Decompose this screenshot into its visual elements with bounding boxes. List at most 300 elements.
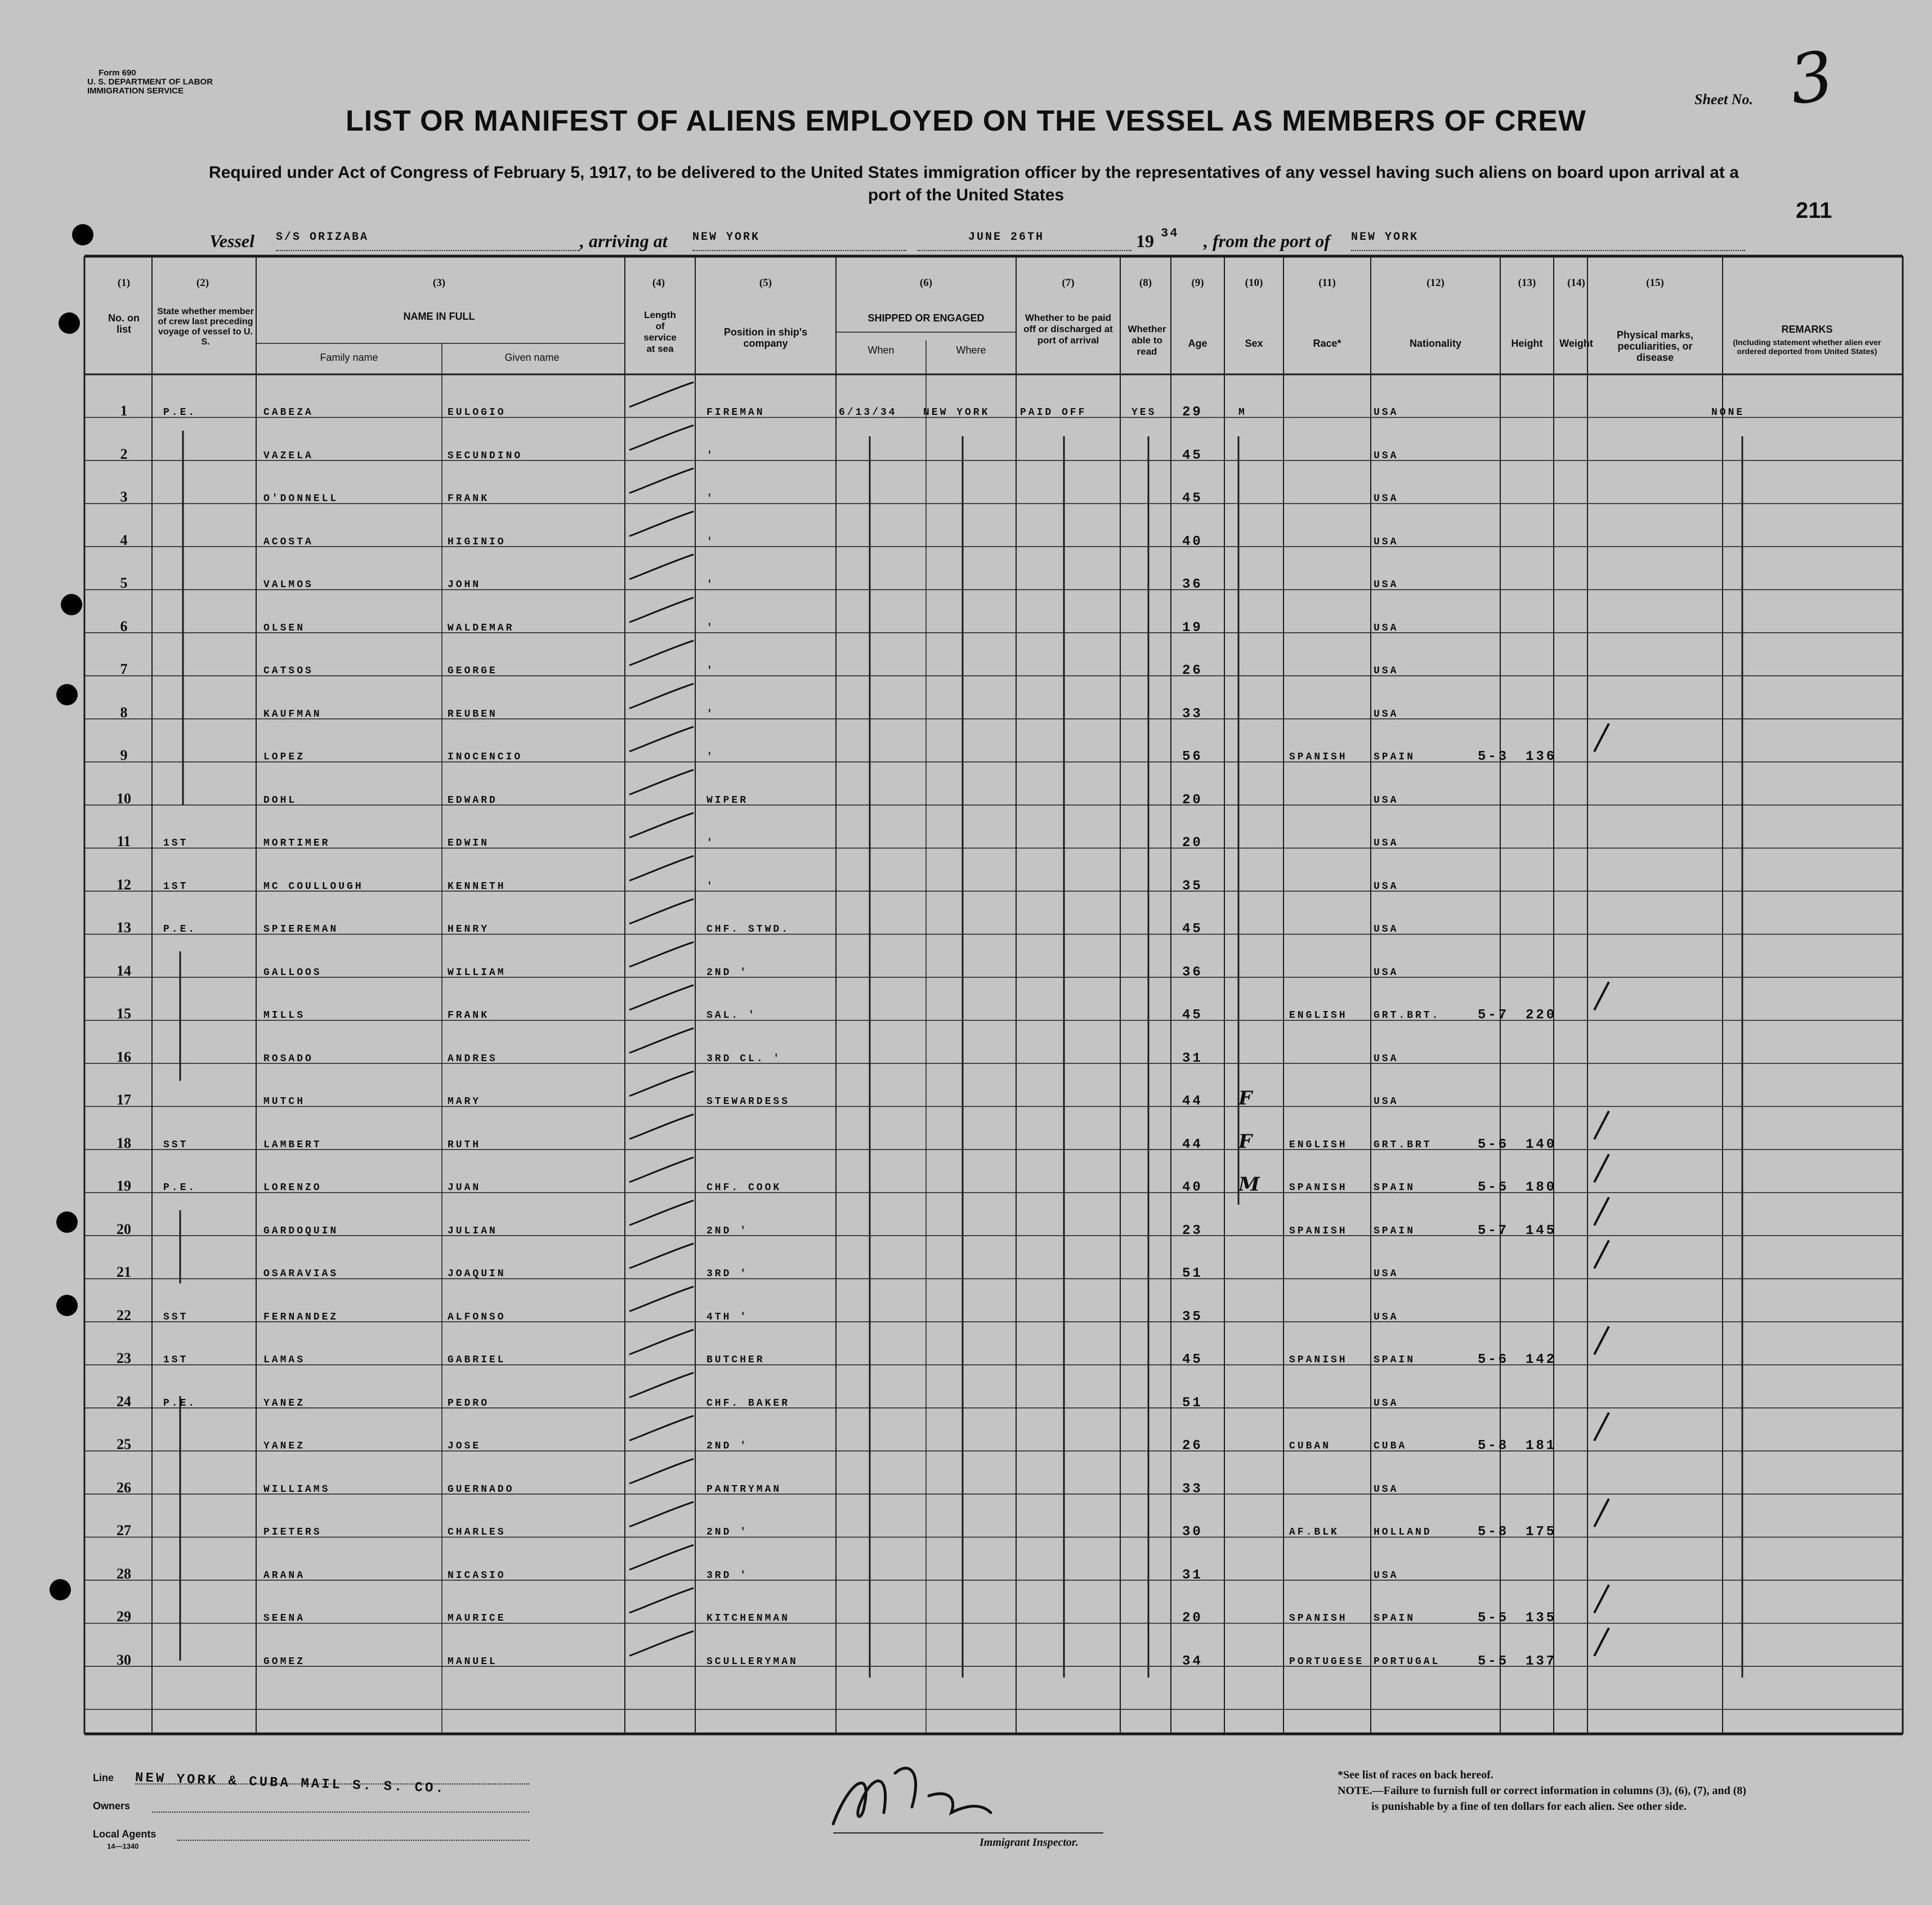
row-29-age: 20 <box>1182 1611 1203 1626</box>
row-18-no: 18 <box>117 1134 131 1151</box>
row-22-given: ALFONSO <box>448 1311 506 1323</box>
row-22-age: 35 <box>1182 1309 1203 1325</box>
row-28-position: 3RD ' <box>706 1569 749 1581</box>
service-length-mark <box>629 899 694 924</box>
row-3-family: O'DONNELL <box>263 493 339 504</box>
row-5-nationality: USA <box>1374 579 1399 591</box>
row-29-height: 5-5 <box>1478 1611 1509 1626</box>
row-7-position: ' <box>706 665 715 677</box>
row-23-nationality: SPAIN <box>1374 1354 1416 1366</box>
row-6-position: ' <box>706 622 715 634</box>
row-27-position: 2ND ' <box>706 1527 749 1538</box>
row-4-position: ' <box>706 536 715 548</box>
row-24-position: CHF. BAKER <box>706 1397 790 1409</box>
row-5-position: ' <box>706 579 715 591</box>
row-25-no: 25 <box>117 1436 131 1452</box>
row-10-family: DOHL <box>263 794 297 806</box>
row-9-given: INOCENCIO <box>448 752 523 763</box>
row-18-state: SST <box>163 1139 189 1151</box>
row-25-height: 5-8 <box>1478 1438 1509 1454</box>
row-7-nationality: USA <box>1374 665 1399 677</box>
service-length-mark <box>629 1416 694 1441</box>
row-26-no: 26 <box>117 1479 131 1496</box>
service-length-mark <box>629 1114 694 1139</box>
row-22-nationality: USA <box>1374 1311 1399 1323</box>
row-4-given: HIGINIO <box>448 536 506 548</box>
col-number-11: (11) <box>1318 277 1336 289</box>
row-2-given: SECUNDINO <box>448 450 523 462</box>
row-15-weight: 220 <box>1526 1008 1557 1023</box>
col-number-15: (15) <box>1646 277 1664 289</box>
department-name: U. S. DEPARTMENT OF LABOR <box>87 77 213 87</box>
row-18-weight: 140 <box>1526 1137 1557 1152</box>
col-number-3: (3) <box>432 277 446 289</box>
row-12-nationality: USA <box>1374 880 1399 892</box>
row-16-given: ANDRES <box>448 1053 498 1065</box>
local-agents-label: Local Agents <box>93 1828 156 1840</box>
row-30-weight: 137 <box>1526 1653 1557 1669</box>
row-27-height: 5-8 <box>1478 1524 1509 1540</box>
row-6-given: WALDEMAR <box>448 622 515 634</box>
physical-marks-check <box>1594 1154 1609 1182</box>
row-29-no: 29 <box>117 1608 131 1625</box>
row-1-read: YES <box>1132 407 1157 418</box>
physical-marks-check <box>1594 1628 1609 1656</box>
row-1-sex: M <box>1238 407 1247 418</box>
service-length-mark <box>629 942 694 967</box>
row-1-paid: PAID OFF <box>1020 407 1087 418</box>
row-25-position: 2ND ' <box>706 1441 749 1452</box>
service-length-mark <box>629 1200 694 1225</box>
header-when: When <box>867 345 895 356</box>
row-21-nationality: USA <box>1374 1268 1399 1280</box>
row-11-position: ' <box>706 838 715 849</box>
service-length-mark <box>629 1330 694 1354</box>
row-5-age: 36 <box>1182 577 1203 592</box>
service-length-mark <box>629 1028 694 1053</box>
row-9-race: SPANISH <box>1289 752 1348 763</box>
row-11-age: 20 <box>1182 835 1203 851</box>
header-age: Age <box>1188 338 1208 349</box>
owners-label: Owners <box>93 1800 131 1812</box>
row-1-family: CABEZA <box>263 407 314 418</box>
row-8-no: 8 <box>120 704 128 721</box>
row-7-family: CATSOS <box>263 665 314 677</box>
row-19-family: LORENZO <box>263 1182 322 1193</box>
row-24-family: YANEZ <box>263 1397 306 1409</box>
header-length-service: Length of service at sea <box>643 310 677 354</box>
row-6-family: OLSEN <box>263 622 306 634</box>
vessel-label: Vessel <box>209 231 254 251</box>
row-26-given: GUERNADO <box>448 1483 515 1495</box>
header-family-name: Family name <box>320 352 378 363</box>
row-23-race: SPANISH <box>1289 1354 1348 1366</box>
service-length-mark <box>629 641 694 665</box>
from-port-label: , from the port of <box>1204 231 1330 251</box>
row-15-family: MILLS <box>263 1010 306 1021</box>
row-10-no: 10 <box>117 790 131 807</box>
row-7-given: GEORGE <box>448 665 498 677</box>
col-number-14: (14) <box>1567 277 1585 289</box>
header-given-name: Given name <box>504 352 560 363</box>
row-10-nationality: USA <box>1374 794 1399 806</box>
row-1-where: NEW YORK <box>923 407 990 418</box>
row-14-age: 36 <box>1182 964 1203 980</box>
service-length-mark <box>629 425 694 450</box>
row-3-position: ' <box>706 493 715 504</box>
service-length-mark <box>629 554 694 579</box>
service-length-mark <box>629 683 694 708</box>
inspector-signature <box>811 1756 1047 1835</box>
header-weight: Weight <box>1559 338 1593 349</box>
service-length-mark <box>629 727 694 752</box>
row-9-family: LOPEZ <box>263 752 306 763</box>
row-29-weight: 135 <box>1526 1611 1557 1626</box>
service-length-mark <box>629 813 694 838</box>
physical-marks-check <box>1594 1326 1609 1354</box>
col-number-8: (8) <box>1139 277 1152 289</box>
physical-marks-check <box>1594 1197 1609 1226</box>
row-18-given: RUTH <box>448 1139 481 1151</box>
physical-marks-check <box>1594 1240 1609 1268</box>
service-length-mark <box>629 1157 694 1182</box>
row-23-height: 5-6 <box>1478 1352 1509 1367</box>
row-30-age: 34 <box>1182 1653 1203 1669</box>
physical-marks-check <box>1594 1412 1609 1441</box>
col-number-10: (10) <box>1245 277 1263 289</box>
row-14-nationality: USA <box>1374 967 1399 978</box>
row-17-family: MUTCH <box>263 1096 306 1107</box>
row-1-no: 1 <box>120 403 128 419</box>
row-25-age: 26 <box>1182 1438 1203 1454</box>
row-19-age: 40 <box>1182 1180 1203 1195</box>
owners-field <box>152 1796 529 1813</box>
row-20-no: 20 <box>117 1220 131 1237</box>
row-22-family: FERNANDEZ <box>263 1311 339 1323</box>
row-19-position: CHF. COOK <box>706 1182 782 1193</box>
row-7-age: 26 <box>1182 663 1203 678</box>
row-25-family: YANEZ <box>263 1441 306 1452</box>
row-30-position: SCULLERYMAN <box>706 1656 798 1667</box>
row-20-given: JULIAN <box>448 1225 498 1237</box>
service-length-mark <box>629 1631 694 1656</box>
row-23-age: 45 <box>1182 1352 1203 1367</box>
row-28-family: ARANA <box>263 1569 306 1581</box>
row-14-position: 2ND ' <box>706 967 749 978</box>
row-30-nationality: PORTUGAL <box>1374 1656 1441 1667</box>
row-21-position: 3RD ' <box>706 1268 749 1280</box>
row-19-race: SPANISH <box>1289 1182 1348 1193</box>
row-24-nationality: USA <box>1374 1397 1399 1409</box>
row-20-height: 5-7 <box>1478 1223 1509 1238</box>
row-30-no: 30 <box>117 1651 131 1668</box>
row-19-height: 5-5 <box>1478 1180 1509 1195</box>
row-13-no: 13 <box>117 919 131 936</box>
row-2-age: 45 <box>1182 448 1203 463</box>
row-5-family: VALMOS <box>263 579 314 591</box>
row-23-weight: 142 <box>1526 1352 1557 1367</box>
row-28-no: 28 <box>117 1565 131 1582</box>
row-8-age: 33 <box>1182 706 1203 722</box>
row-3-age: 45 <box>1182 491 1203 506</box>
row-21-family: OSARAVIAS <box>263 1268 339 1280</box>
row-1-age: 29 <box>1182 405 1203 420</box>
row-29-position: KITCHENMAN <box>706 1613 790 1624</box>
row-11-nationality: USA <box>1374 838 1399 849</box>
row-10-age: 20 <box>1182 792 1203 808</box>
form-number: Form 690 <box>99 68 136 78</box>
row-19-no: 19 <box>117 1178 131 1194</box>
row-26-age: 33 <box>1182 1481 1203 1497</box>
header-sex: Sex <box>1245 338 1263 349</box>
row-23-given: GABRIEL <box>448 1354 506 1366</box>
header-height: Height <box>1511 338 1543 349</box>
row-3-nationality: USA <box>1374 493 1399 504</box>
sheet-number: 3 <box>1785 37 1839 120</box>
row-19-nationality: SPAIN <box>1374 1182 1416 1193</box>
subtitle-line-2: port of the United States <box>867 186 1065 204</box>
row-13-age: 45 <box>1182 922 1203 937</box>
row-1-remarks: NONE <box>1711 407 1745 418</box>
row-9-height: 5-3 <box>1478 749 1509 764</box>
form-code: 14—1340 <box>107 1842 139 1850</box>
row-11-given: EDWIN <box>448 838 490 849</box>
service-name: IMMIGRATION SERVICE <box>87 86 184 96</box>
row-6-age: 19 <box>1182 620 1203 636</box>
row-20-weight: 145 <box>1526 1223 1557 1238</box>
service-length-mark <box>629 770 694 794</box>
row-24-age: 51 <box>1182 1395 1203 1411</box>
row-29-race: SPANISH <box>1289 1613 1348 1624</box>
row-23-position: BUTCHER <box>706 1354 765 1366</box>
row-15-height: 5-7 <box>1478 1008 1509 1023</box>
service-length-mark <box>629 985 694 1010</box>
header-where: Where <box>956 345 986 356</box>
row-25-weight: 181 <box>1526 1438 1557 1454</box>
row-8-nationality: USA <box>1374 708 1399 720</box>
subtitle-line-1: Required under Act of Congress of February 5, 1917, to be delivered to the United States immigration officer by the representatives of any vessel having such aliens on board upon arrival at a <box>209 163 1739 182</box>
header-no-on-list: No. on list <box>108 312 140 335</box>
row-6-nationality: USA <box>1374 622 1399 634</box>
row-21-no: 21 <box>117 1264 131 1280</box>
header-paid-off: Whether to be paid off or discharged at port of arrival <box>1023 312 1113 346</box>
row-8-position: ' <box>706 708 715 720</box>
row-16-family: ROSADO <box>263 1053 314 1065</box>
row-15-position: SAL. ' <box>706 1010 757 1021</box>
row-27-nationality: HOLLAND <box>1374 1527 1432 1538</box>
row-1-nationality: USA <box>1374 407 1399 418</box>
header-remarks: REMARKS <box>1781 324 1833 335</box>
row-12-position: ' <box>706 880 715 892</box>
footnote-penalty-1: NOTE.—Failure to furnish full or correct information in columns (3), (6), (7), and (8) <box>1338 1785 1747 1797</box>
row-19-sex: M <box>1238 1173 1260 1196</box>
row-28-age: 31 <box>1182 1567 1203 1583</box>
header-able-read: Whether able to read <box>1128 324 1166 357</box>
row-29-given: MAURICE <box>448 1613 506 1624</box>
physical-marks-check <box>1594 723 1609 752</box>
row-30-race: PORTUGESE <box>1289 1656 1365 1667</box>
service-length-mark <box>629 1588 694 1613</box>
row-1-given: EULOGIO <box>448 407 506 418</box>
row-17-age: 44 <box>1182 1094 1203 1109</box>
arriving-port: NEW YORK <box>692 231 761 244</box>
service-length-mark <box>629 597 694 622</box>
row-16-position: 3RD CL. ' <box>706 1053 782 1065</box>
service-length-mark <box>629 1545 694 1569</box>
row-18-height: 5-6 <box>1478 1137 1509 1152</box>
row-11-no: 11 <box>117 833 131 849</box>
row-18-age: 44 <box>1182 1137 1203 1152</box>
row-24-given: PEDRO <box>448 1397 490 1409</box>
line-label: Line <box>93 1772 114 1783</box>
row-23-no: 23 <box>117 1350 131 1366</box>
row-23-state: 1ST <box>163 1354 189 1366</box>
row-5-no: 5 <box>120 575 128 591</box>
row-19-given: JUAN <box>448 1182 481 1193</box>
row-9-nationality: SPAIN <box>1374 752 1416 763</box>
row-19-state: P.E. <box>163 1182 197 1193</box>
row-11-state: 1ST <box>163 838 189 849</box>
row-1-position: FIREMAN <box>706 407 765 418</box>
row-1-state: P.E. <box>163 407 197 418</box>
row-29-nationality: SPAIN <box>1374 1613 1416 1624</box>
row-14-given: WILLIAM <box>448 967 506 978</box>
col-number-1: (1) <box>117 277 131 289</box>
service-length-mark <box>629 1502 694 1527</box>
row-4-age: 40 <box>1182 534 1203 549</box>
header-position: Position in ship's company <box>723 327 808 349</box>
page-number: 211 <box>1796 198 1832 223</box>
row-30-height: 5-5 <box>1478 1653 1509 1669</box>
physical-marks-check <box>1594 1111 1609 1139</box>
col-number-13: (13) <box>1518 277 1536 289</box>
row-28-given: NICASIO <box>448 1569 506 1581</box>
physical-marks-check <box>1594 1585 1609 1613</box>
row-20-age: 23 <box>1182 1223 1203 1238</box>
row-12-given: KENNETH <box>448 880 506 892</box>
header-name-in-full: NAME IN FULL <box>403 311 475 322</box>
row-27-family: PIETERS <box>263 1527 322 1538</box>
row-15-no: 15 <box>117 1005 131 1022</box>
row-27-race: AF.BLK <box>1289 1527 1339 1538</box>
arrival-date: JUNE 26TH <box>968 231 1045 244</box>
row-17-sex: F <box>1238 1087 1253 1110</box>
service-length-mark <box>629 856 694 880</box>
row-9-no: 9 <box>120 747 128 763</box>
row-27-no: 27 <box>117 1522 131 1539</box>
service-length-mark <box>629 382 694 407</box>
row-13-position: CHF. STWD. <box>706 924 790 935</box>
row-28-nationality: USA <box>1374 1569 1399 1581</box>
row-20-nationality: SPAIN <box>1374 1225 1416 1237</box>
header-state-member: State whether member of crew last preceding voyage of vessel to U. S. <box>157 307 254 347</box>
row-27-age: 30 <box>1182 1524 1203 1540</box>
row-22-position: 4TH ' <box>706 1311 749 1323</box>
row-14-family: GALLOOS <box>263 967 322 978</box>
row-16-no: 16 <box>117 1048 131 1065</box>
row-21-given: JOAQUIN <box>448 1268 506 1280</box>
row-13-nationality: USA <box>1374 924 1399 935</box>
row-13-given: HENRY <box>448 924 490 935</box>
row-16-age: 31 <box>1182 1050 1203 1066</box>
row-25-race: CUBAN <box>1289 1441 1331 1452</box>
service-length-mark <box>629 511 694 536</box>
row-14-no: 14 <box>117 962 131 979</box>
row-22-state: SST <box>163 1311 189 1323</box>
row-17-given: MARY <box>448 1096 481 1107</box>
row-4-family: ACOSTA <box>263 536 314 548</box>
row-26-position: PANTRYMAN <box>706 1483 782 1495</box>
row-15-given: FRANK <box>448 1010 490 1021</box>
row-26-nationality: USA <box>1374 1483 1399 1495</box>
row-3-no: 3 <box>120 489 128 505</box>
row-24-no: 24 <box>117 1393 131 1410</box>
header-physical-marks: Physical marks, peculiarities, or disease <box>1616 329 1694 363</box>
vessel-name: S/S ORIZABA <box>276 231 369 244</box>
service-length-mark <box>629 1459 694 1483</box>
row-15-age: 45 <box>1182 1008 1203 1023</box>
row-16-nationality: USA <box>1374 1053 1399 1065</box>
row-5-given: JOHN <box>448 579 481 591</box>
row-17-position: STEWARDESS <box>706 1096 790 1107</box>
col-number-9: (9) <box>1191 277 1204 289</box>
col-number-7: (7) <box>1062 277 1075 289</box>
header-shipped-engaged: SHIPPED OR ENGAGED <box>867 312 985 324</box>
row-13-state: P.E. <box>163 924 197 935</box>
row-2-no: 2 <box>120 445 128 462</box>
row-12-no: 12 <box>117 876 131 893</box>
service-length-mark <box>629 1286 694 1311</box>
row-8-given: REUBEN <box>448 708 498 720</box>
row-18-family: LAMBERT <box>263 1139 322 1151</box>
row-25-given: JOSE <box>448 1441 481 1452</box>
row-29-family: SEENA <box>263 1613 306 1624</box>
physical-marks-check <box>1594 982 1609 1010</box>
service-length-mark <box>629 1244 694 1268</box>
footnote-penalty-2: is punishable by a fine of ten dollars for each alien. See other side. <box>1371 1800 1687 1813</box>
row-9-weight: 136 <box>1526 749 1557 764</box>
col-number-4: (4) <box>652 277 665 289</box>
row-20-race: SPANISH <box>1289 1225 1348 1237</box>
row-19-weight: 180 <box>1526 1180 1557 1195</box>
physical-marks-check <box>1594 1499 1609 1527</box>
year-prefix: 19 <box>1136 231 1154 251</box>
row-11-family: MORTIMER <box>263 838 330 849</box>
row-1-when: 6/13/34 <box>839 407 897 418</box>
row-13-family: SPIEREMAN <box>263 924 339 935</box>
row-3-given: FRANK <box>448 493 490 504</box>
line-company: NEW YORK & CUBA MAIL S. S. CO. <box>135 1770 446 1797</box>
row-17-nationality: USA <box>1374 1096 1399 1107</box>
service-length-mark <box>629 1071 694 1096</box>
col-number-6: (6) <box>919 277 933 289</box>
inspector-label: Immigrant Inspector. <box>980 1836 1079 1849</box>
row-12-age: 35 <box>1182 878 1203 894</box>
row-18-race: ENGLISH <box>1289 1139 1348 1151</box>
row-25-nationality: CUBA <box>1374 1441 1407 1452</box>
service-length-mark <box>629 1372 694 1397</box>
col-number-2: (2) <box>196 277 209 289</box>
row-27-weight: 175 <box>1526 1524 1557 1540</box>
col-number-5: (5) <box>759 277 772 289</box>
row-12-family: MC COULLOUGH <box>263 880 364 892</box>
footnote-races: *See list of races on back hereof. <box>1338 1769 1493 1781</box>
header-race: Race* <box>1313 338 1341 349</box>
header-remarks-note: (Including statement whether alien ever ordered deported from United States) <box>1733 338 1881 356</box>
inspector-signature-line <box>833 1832 1103 1834</box>
row-6-no: 6 <box>120 618 128 634</box>
row-8-family: KAUFMAN <box>263 708 322 720</box>
